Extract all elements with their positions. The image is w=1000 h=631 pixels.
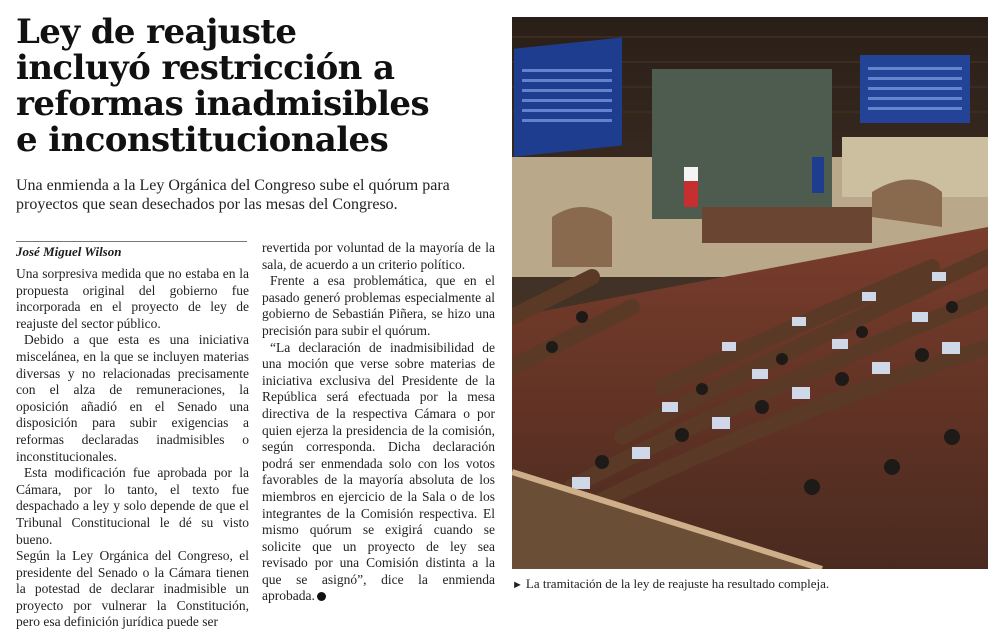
paragraph [262,340,495,606]
headline-line: e inconstitucionales [16,120,389,160]
headline-line: incluyó restricción a [16,48,395,88]
article-column-2 [262,240,495,605]
caption-triangle-icon: ► [512,579,523,591]
article-column-1 [16,266,249,631]
photo-caption [512,576,992,592]
byline: José Miguel Wilson [16,241,247,260]
subhead-line: proyectos que sean desechados por las mesas del Congreso. [16,196,398,213]
quote-text: “La declaración de inadmisibilidad de una moción que verse sobre materias de iniciativa exclusiva del Presidente de la República será efectuada por la mesa directiva de la respectiva Cámara o por quien ejerza la presidencia de la comisión, según corresponda. Dicha declaración podrá ser enmendada solo con los votos favorables de la mayoría absoluta de los miembros en ejercicio de la Sala o de los integrantes de la Comisión respectiva. El mismo quórum se exigirá cuando se solicite que un proyecto de ley sea revisado por una Comisión distinta a la que se asignó”, dice la enmienda aprobada. [262,339,495,604]
paragraph: Frente a esa problemática, que en el pasado generó problemas especialmente al gobierno de Sebastián Piñera, se hizo una precisión para subir el quórum. [262,273,495,338]
subhead [16,176,486,214]
end-of-article-icon [317,592,326,601]
headline [16,14,496,158]
paragraph: Según la Ley Orgánica del Congreso, el presidente del Senado o la Cámara tienen la potestad de declarar inadmisible un proyecto por vulnerar la Constitución, pero esa definición jurídica puede ser [16,548,249,630]
chamber-photo [512,17,988,569]
paragraph: Una sorpresiva medida que no estaba en la propuesta original del gobierno fue incorporada en el proyecto de ley de reajuste del sector público. [16,266,249,331]
headline-line: Ley de reajuste [16,12,297,52]
subhead-line: Una enmienda a la Ley Orgánica del Congreso sube el quórum para [16,177,450,194]
paragraph: Debido a que esta es una iniciativa miscelánea, en la que se incluyen materias diversas y no relacionadas precisamente con el alza de remuneraciones, la oposición añadió en el Senado una disposición para subir exigencias a reformas declaradas inadmisibles o inconstitucionales. [16,332,249,464]
paragraph: Esta modificación fue aprobada por la Cámara, por lo tanto, el texto fue despachado a ley y solo depende de que el Tribunal Constitucional le dé su visto bueno. [16,465,249,547]
headline-line: reformas inadmisibles [16,84,429,124]
paragraph: revertida por voluntad de la mayoría de la sala, de acuerdo a un criterio político. [262,240,495,272]
chamber-photo-illustration [512,17,988,569]
caption-text: La tramitación de la ley de reajuste ha resultado compleja. [525,576,830,591]
